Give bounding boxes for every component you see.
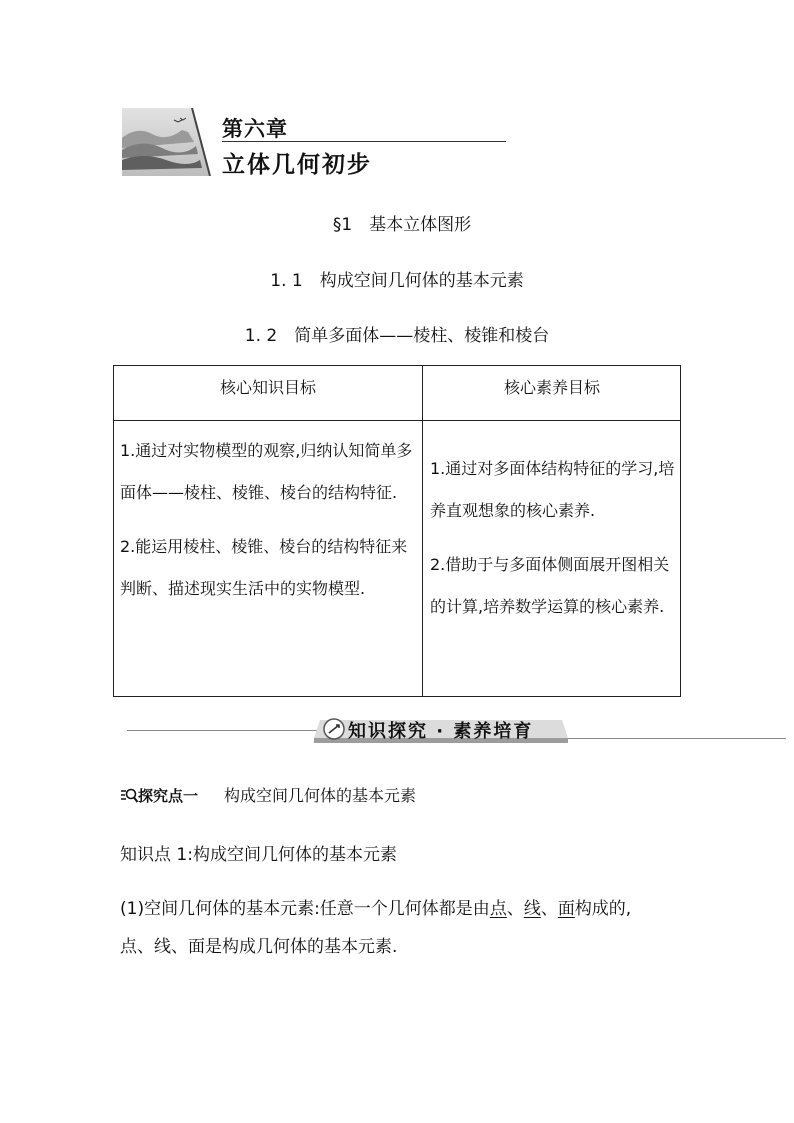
section-heading: §1 基本立体图形: [332, 215, 472, 235]
explore-point: [120, 783, 416, 806]
chapter-banner-image: [122, 108, 212, 176]
underlined-point: 点: [489, 899, 507, 919]
paragraph-text: 构成的,: [574, 899, 632, 919]
literacy-goals-cell: [430, 448, 678, 628]
knowledge-point-title: 知识点 1:构成空间几何体的基本元素: [120, 845, 397, 865]
literacy-goal-2: 2.借助于与多面体侧面展开图相关的计算,培养数学运算的核心素养.: [430, 555, 670, 616]
knowledge-goal-2: 2.能运用棱柱、棱锥、棱台的结构特征来判断、描述现实生活中的实物模型.: [120, 537, 408, 598]
chapter-rule: [222, 141, 506, 142]
paragraph-line-2: 点、线、面是构成几何体的基本元素.: [120, 937, 398, 957]
knowledge-goals-cell: [120, 430, 418, 610]
separator: 、: [506, 899, 524, 919]
knowledge-goal-1: 1.通过对实物模型的观察,归纳认知简单多面体——棱柱、棱锥、棱台的结构特征.: [120, 441, 413, 502]
divider-line-left: [127, 730, 317, 731]
subsection-heading-2: 1. 2 简单多面体——棱柱、棱锥和棱台: [244, 326, 550, 346]
underlined-surface: 面: [557, 899, 575, 919]
paragraph-line-1: [120, 894, 631, 919]
chapter-title: 立体几何初步: [222, 151, 372, 178]
explore-tag: 探究点一: [138, 787, 199, 805]
explore-topic: 构成空间几何体的基本元素: [224, 786, 417, 805]
table-header-divider: [114, 420, 680, 421]
separator: 、: [540, 899, 558, 919]
divider-label: 知识探究 · 素养培育: [348, 721, 534, 742]
header-knowledge-goals: 核心知识目标: [219, 378, 316, 397]
header-literacy-goals: 核心素养目标: [503, 378, 600, 397]
chapter-number: 第六章: [222, 116, 288, 141]
underlined-line: 线: [523, 899, 541, 919]
paragraph-text: (1)空间几何体的基本元素:任意一个几何体都是由: [120, 899, 490, 919]
magnifier-icon: [120, 787, 138, 803]
goals-table: [113, 365, 681, 697]
subsection-heading-1: 1. 1 构成空间几何体的基本元素: [270, 271, 524, 291]
divider-line-right: [568, 738, 786, 739]
literacy-goal-1: 1.通过对多面体结构特征的学习,培养直观想象的核心素养.: [430, 459, 675, 520]
